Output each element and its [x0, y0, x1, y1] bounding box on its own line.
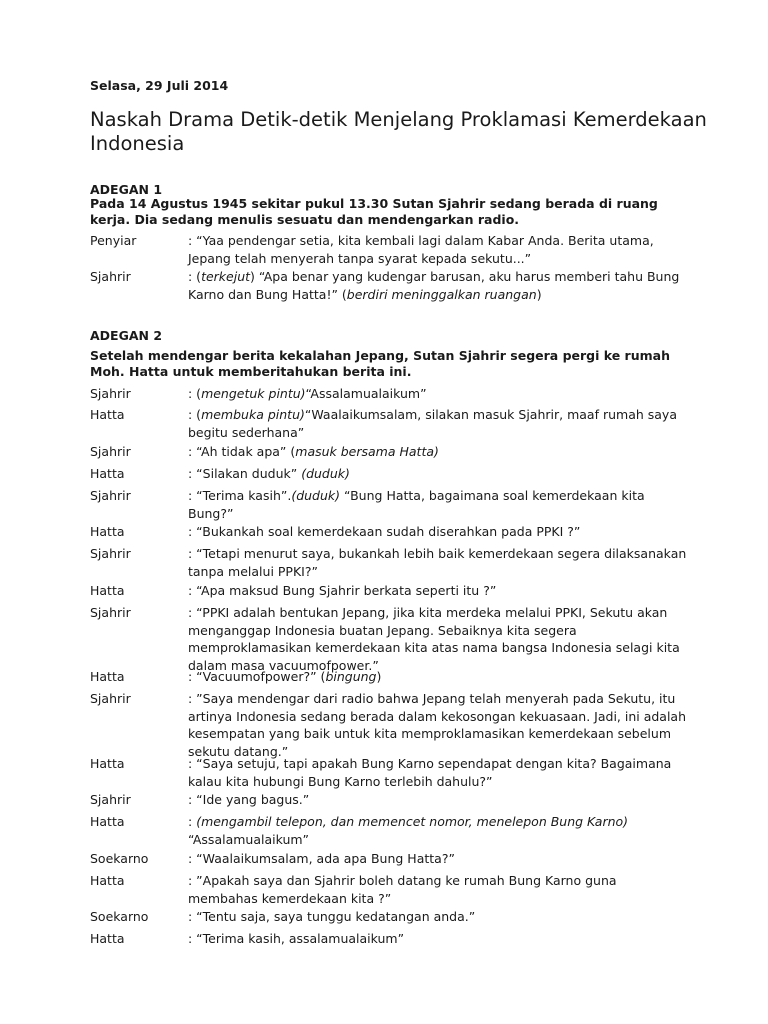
speaker-name: Hatta: [90, 407, 125, 422]
speech-text: [188, 487, 688, 522]
speech-text: [188, 523, 688, 541]
speaker-name: Sjahrir: [90, 605, 131, 620]
speech-text: [188, 465, 688, 483]
speaker-name: Hatta: [90, 931, 125, 946]
speech-segment: “Assalamualaikum”: [188, 831, 310, 847]
stage-direction: terkejut: [201, 269, 251, 284]
speaker-name: Soekarno: [90, 851, 149, 866]
speech-segment: : “Silakan duduk”: [188, 466, 302, 481]
speech-segment: : “PPKI adalah bentukan Jepang, jika kita merdeka melalui PPKI, Sekutu akan menganggap Indonesia buatan Jepang. Sebaiknya kita segera memproklamasikan kemerdekaan kita atas nama bangsa Indonesia selagi kita dalam masa vacuumofpower.”: [188, 605, 680, 673]
speech-text: [188, 872, 688, 907]
speech-segment: : (: [188, 269, 202, 284]
post-date: Selasa, 29 Juli 2014: [90, 78, 229, 93]
stage-direction: (duduk): [291, 488, 341, 503]
speech-segment: : “Bukankah soal kemerdekaan sudah diserahkan pada PPKI ?”: [188, 524, 581, 539]
speech-text: [188, 690, 688, 760]
scene-1-description: Pada 14 Agustus 1945 sekitar pukul 13.30 Sutan Sjahrir sedang berada di ruang kerja. Dia sedang menulis sesuatu dan mendengarkan radio.: [90, 196, 658, 227]
speech-text: [188, 908, 688, 926]
speech-segment: : “Tentu saja, saya tunggu kedatangan anda.”: [188, 909, 476, 924]
speaker-name: Hatta: [90, 583, 125, 598]
speech-text: [188, 385, 688, 403]
speech-segment: ): [376, 669, 382, 684]
speech-segment: : “Waalaikumsalam, ada apa Bung Hatta?”: [188, 851, 455, 866]
scene-2-heading: ADEGAN 2: [90, 328, 163, 343]
speaker-name: Sjahrir: [90, 269, 131, 284]
speaker-name: Hatta: [90, 466, 125, 481]
stage-direction: bingung: [325, 669, 377, 684]
page-title: Naskah Drama Detik-detik Menjelang Proklamasi Kemerdekaan Indonesia: [90, 108, 707, 155]
speech-segment: : (: [188, 386, 202, 401]
speech-text: [188, 268, 688, 303]
speaker-name: Sjahrir: [90, 386, 131, 401]
scene-1-heading: ADEGAN 1: [90, 182, 163, 197]
speech-segment: : “Yaa pendengar setia, kita kembali lagi dalam Kabar Anda. Berita utama, Jepang telah menyerah tanpa syarat kepada sekutu...”: [188, 233, 654, 266]
speech-text: [188, 443, 688, 461]
stage-direction: membuka pintu): [201, 407, 305, 422]
speaker-name: Hatta: [90, 814, 125, 829]
speech-segment: : “Saya setuju, tapi apakah Bung Karno sependapat dengan kita? Bagaimana kalau kita hubungi Bung Karno terlebih dahulu?”: [188, 756, 672, 789]
speech-text: [188, 545, 688, 580]
speech-segment: : “Vacuumofpower?” (: [188, 669, 326, 684]
speech-text: [188, 406, 688, 441]
speech-text: [188, 668, 688, 686]
speech-text: [188, 813, 688, 848]
scene-2-description: Setelah mendengar berita kekalahan Jepang, Sutan Sjahrir segera pergi ke rumah Moh. Hatta untuk memberitahukan berita ini.: [90, 348, 670, 379]
speaker-name: Sjahrir: [90, 546, 131, 561]
speech-segment: : “Apa maksud Bung Sjahrir berkata seperti itu ?”: [188, 583, 497, 598]
speech-text: [188, 791, 688, 809]
speech-segment: : “Terima kasih, assalamualaikum”: [188, 931, 405, 946]
speech-segment: : ”Saya mendengar dari radio bahwa Jepang telah menyerah pada Sekutu, itu artinya Indonesia sedang berada dalam kekosongan kekuasaan. Jadi, ini adalah kesempatan yang baik untuk kita memproklamasikan kemerdekaan sebelum sekutu datang.”: [188, 691, 687, 759]
speech-segment: : “Tetapi menurut saya, bukankah lebih baik kemerdekaan segera dilaksanakan tanpa melalui PPKI?”: [188, 546, 687, 579]
speaker-name: Sjahrir: [90, 444, 131, 459]
speaker-name: Soekarno: [90, 909, 149, 924]
speech-segment: :: [188, 814, 197, 829]
stage-direction: berdiri meninggalkan ruangan: [346, 286, 537, 302]
speech-segment: ): [536, 286, 542, 302]
speaker-name: Sjahrir: [90, 691, 131, 706]
speaker-name: Hatta: [90, 524, 125, 539]
stage-direction: masuk bersama Hatta): [295, 444, 439, 459]
speaker-name: Sjahrir: [90, 792, 131, 807]
speech-text: [188, 232, 688, 267]
speech-segment: “Bung Hatta, bagaimana soal kemerdekaan kita Bung?”: [188, 488, 645, 521]
speech-text: [188, 604, 688, 674]
stage-direction: (duduk): [301, 466, 350, 481]
speaker-name: Hatta: [90, 873, 125, 888]
speech-segment: ) “Apa benar yang kudengar barusan, aku harus memberi tahu Bung Karno dan Bung Hatta!” (: [188, 269, 680, 302]
speech-text: [188, 755, 688, 790]
stage-direction: (mengambil telepon, dan memencet nomor, menelepon Bung Karno): [196, 814, 629, 829]
speaker-name: Sjahrir: [90, 488, 131, 503]
speech-text: [188, 930, 688, 948]
speech-segment: : (: [188, 407, 202, 422]
speech-segment: “Waalaikumsalam, silakan masuk Sjahrir, maaf rumah saya begitu sederhana”: [188, 407, 677, 440]
speech-segment: : ”Apakah saya dan Sjahrir boleh datang ke rumah Bung Karno guna membahas kemerdekaan kita ?”: [188, 873, 617, 906]
speaker-name: Hatta: [90, 756, 125, 771]
speaker-name: Penyiar: [90, 233, 137, 248]
speaker-name: Hatta: [90, 669, 125, 684]
speech-text: [188, 850, 688, 868]
speech-segment: : “Terima kasih”.: [188, 488, 292, 503]
speech-segment: : “Ide yang bagus.”: [188, 792, 310, 807]
stage-direction: mengetuk pintu): [201, 386, 306, 401]
speech-text: [188, 582, 688, 600]
speech-segment: : “Ah tidak apa” (: [188, 444, 296, 459]
speech-segment: “Assalamualaikum”: [305, 386, 427, 401]
